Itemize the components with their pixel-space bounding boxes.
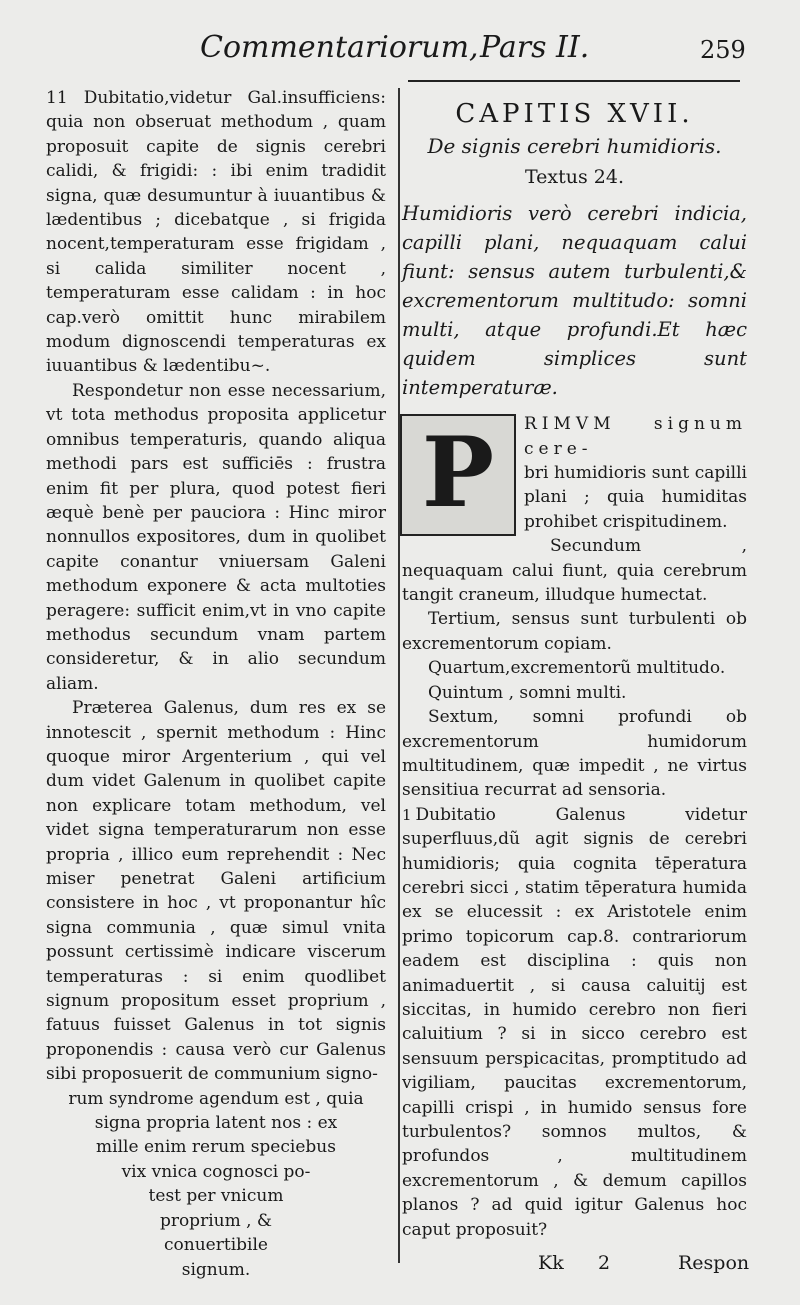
catchword: Respon bbox=[678, 1252, 750, 1274]
left-paragraph-respondetur: Respondetur non esse necessarium, vt tota methodus proposita applicetur omnibus temperaturis, quando aliqua methodi pars est sufficiēs : frustra enim fit per plura, quod potest fieri æquè benè per pauciora : Hinc miror nonnullos expositores, dum in quolibet capite conantur vniuersam Galeni methodum exponere & acta multoties peragere: sufficit enim,vt in vno capite methodus secundum vnam partem consideretur, & in alio secundum aliam. bbox=[46, 380, 386, 694]
taper-line: signa propria latent nos : ex bbox=[94, 1113, 338, 1134]
chapter-subtitle: De signis cerebri humidioris. bbox=[427, 134, 722, 159]
chapter-heading: CAPITIS XVII. bbox=[455, 99, 694, 129]
taper-line: conuertibile bbox=[164, 1235, 268, 1256]
running-part: Pars II. bbox=[480, 30, 590, 65]
left-paragraph-dubitatio: 11 Dubitatio,videtur Gal.insufficiens: quia non obseruat methodum , quam proposuit capite de signis cerebri calidi, & frigidi: : ibi enim tradidit signa, quæ desumuntur à iuuantibus & lædentibus ; dicebatque , si frigida nocent,temperaturam esse frigidam , si calida similiter nocent , temperaturam esse calidam : in hoc cap.verò omittit hunc mirabilem modum dignoscendi temperaturas ex iuuantibus & lædentibu~. bbox=[46, 88, 386, 377]
right-column bbox=[402, 96, 747, 1242]
header-rule bbox=[408, 80, 740, 82]
taper-line: signum. bbox=[181, 1259, 251, 1280]
secundum-paragraph: Secundum , nequaquam calui fiunt, quia cerebrum tangit craneum, illudque humectat. bbox=[402, 536, 747, 606]
page-footer bbox=[0, 1252, 800, 1282]
decorated-initial bbox=[400, 414, 516, 536]
sextum-paragraph: Sextum, somni profundi ob excrementorum humidorum multitudinem, quæ impedit , ne virtus sensitiua recurrat ad sensoria. bbox=[402, 707, 747, 801]
taper-line: proprium , & bbox=[159, 1210, 273, 1231]
left-paragraph-praeterea: Præterea Galenus, dum res ex se innotescit , spernit methodum : Hinc quoque miror Argenterium , qui vel dum videt Galenum in quolibet capite non explicare totam methodum, vel videt signa temperaturarum non esse propria , illico eum reprehendit : Nec miser penetrat Galeni artificium consistere in hoc , vt proponantur hîc signa communia , quæ simul vnita possunt certissimè indicare viscerum temperaturas : si enim quodlibet signum propositum esset proprium , fatuus fuisset Galenus in tot signis proponendis : causa verò cur Galenus sibi proposuerit de communium signo- bbox=[46, 698, 386, 1085]
initial-paragraph-text: bri humidioris sunt capilli plani ; quia humiditas prohibet crispitudinem. bbox=[524, 463, 747, 532]
column-divider bbox=[398, 88, 400, 1263]
tertium-paragraph: Tertium, sensus sunt turbulenti ob excrementorum copiam. bbox=[402, 609, 747, 654]
page-number: 259 bbox=[700, 36, 746, 64]
running-title: Commentariorum, bbox=[200, 30, 479, 65]
taper-line: rum syndrome agendum est , quia bbox=[68, 1088, 364, 1109]
initial-letter: P bbox=[421, 416, 495, 530]
quartum-paragraph: Quartum,excrementorũ multitudo. bbox=[428, 658, 726, 679]
left-column bbox=[46, 86, 386, 1282]
lemma-text: Humidioris verò cerebri indicia, capilli plani, nequaquam calui fiunt: sensus autem turbulenti,& excrementorum multitudo: somni multi, atque profundi.Et hæc quidem simplices sunt intemperaturæ. bbox=[402, 202, 747, 400]
dubitatio-number: 1 bbox=[402, 805, 412, 824]
taper-line: mille enim rerum speciebus bbox=[96, 1137, 336, 1158]
dubitatio-text: Dubitatio Galenus videtur superfluus,dũ agit signis de cerebri humidioris; quia cognita tēperatura cerebri sicci , statim tēperatura humida ex se elucessit : ex Aristotele enim primo topicorum cap.8. contrariorum eadem est disciplina : quis non animaduertit , si causa caluitij est siccitas, in humido cerebro non fieri caluitium ? si in sicco cerebro est sensuum perspicacitas, promptitudo ad vigiliam, paucitas excrementorum, capilli crispi , in humido sensus fore turbulentos? somnos multos, & profundos , multitudinem excrementorum , & demum capillos planos ? ad quid igitur Galenus hoc caput proposuit? bbox=[402, 804, 747, 1240]
taper-line: test per vnicum bbox=[148, 1186, 284, 1207]
dubitatio-paragraph bbox=[402, 803, 747, 1242]
taper-line: vix vnica cognosci po- bbox=[121, 1161, 311, 1182]
initial-paragraph bbox=[402, 412, 747, 534]
running-head bbox=[0, 28, 800, 78]
textus-label: Textus 24. bbox=[524, 165, 625, 188]
quintum-paragraph: Quintum , somni multi. bbox=[428, 682, 627, 703]
initial-first-line: RIMVM signum cere- bbox=[524, 414, 747, 459]
signature-mark: Kk bbox=[538, 1252, 564, 1274]
signature-number: 2 bbox=[598, 1252, 611, 1274]
